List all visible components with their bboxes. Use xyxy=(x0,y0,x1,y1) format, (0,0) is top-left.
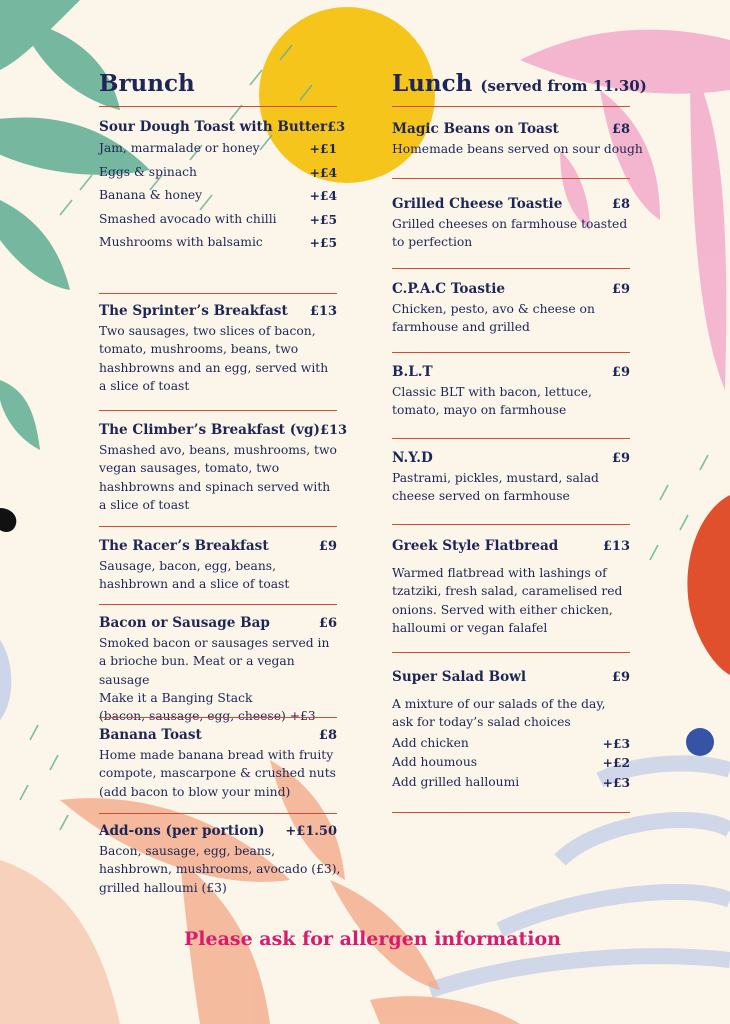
item-name: N.Y.D xyxy=(392,450,433,466)
divider xyxy=(99,526,337,527)
menu-item-banana-toast xyxy=(99,727,337,801)
addon-label: Smashed avocado with chilli xyxy=(99,211,277,226)
divider xyxy=(99,717,337,718)
item-price: £9 xyxy=(611,282,630,297)
menu-item-greek-flatbread xyxy=(392,538,630,637)
stack-title: Make it a Banging Stack xyxy=(99,690,253,705)
brunch-title: Brunch xyxy=(99,70,195,97)
addon-price: +£5 xyxy=(309,235,337,250)
menu-item-super-salad xyxy=(392,669,630,792)
divider xyxy=(392,812,630,813)
addon-label: Banana & honey xyxy=(99,188,203,202)
divider xyxy=(392,524,630,525)
menu-item-nyd xyxy=(392,450,630,506)
list-item xyxy=(392,753,630,773)
lunch-title-text: Lunch xyxy=(392,70,473,97)
addon-price: +£2 xyxy=(602,755,630,771)
item-name: The Sprinter’s Breakfast xyxy=(99,303,288,319)
item-description: Homemade beans served on sour dough xyxy=(392,142,643,156)
item-name: Banana Toast xyxy=(99,727,202,743)
item-description: Grilled cheeses on farmhouse toasted to perfection xyxy=(392,217,628,250)
divider xyxy=(392,652,630,653)
item-description: Chicken, pesto, avo & cheese on farmhouse and grilled xyxy=(392,302,595,335)
item-description: Pastrami, pickles, mustard, salad cheese served on farmhouse xyxy=(392,471,599,504)
item-price: £6 xyxy=(318,616,337,631)
allergen-notice: Please ask for allergen information xyxy=(184,928,561,950)
item-name: Super Salad Bowl xyxy=(392,669,527,685)
menu-item-bap xyxy=(99,615,337,725)
item-description: Sausage, bacon, egg, beans, hashbrown and a slice of toast xyxy=(99,559,290,592)
menu-item-climber xyxy=(99,422,348,514)
addon-price: +£5 xyxy=(309,211,337,227)
item-description: Warmed flatbread with lashings of tzatziki, fresh salad, caramelised red onions. Served with either chicken, halloumi or vegan falafel xyxy=(392,566,623,635)
addon-label: Add grilled halloumi xyxy=(392,774,520,789)
item-name: The Racer’s Breakfast xyxy=(99,538,269,554)
list-item xyxy=(392,734,630,754)
item-description: Bacon, sausage, egg, beans, hashbrown, mushrooms, avocado (£3), grilled halloumi (£3) xyxy=(99,844,341,895)
item-price: £8 xyxy=(611,197,630,212)
item-name: Grilled Cheese Toastie xyxy=(392,196,563,212)
item-price: £13 xyxy=(602,539,630,554)
divider xyxy=(99,106,337,107)
addon-label: Add houmous xyxy=(392,755,478,770)
addon-price: +£4 xyxy=(309,188,337,203)
addon-label: Mushrooms with balsamic xyxy=(99,235,263,249)
menu-item-cpac xyxy=(392,281,630,337)
blue-dot-shape xyxy=(686,728,714,756)
menu-item-sprinter xyxy=(99,303,337,395)
scribble-shape xyxy=(430,763,730,990)
item-name: Greek Style Flatbread xyxy=(392,538,559,554)
list-item xyxy=(99,161,337,185)
item-name: Sour Dough Toast with Butter xyxy=(99,119,328,135)
item-price: £8 xyxy=(611,122,630,137)
item-price: £9 xyxy=(611,365,630,380)
list-item xyxy=(99,231,337,255)
item-price: £9 xyxy=(318,539,337,554)
item-name: B.L.T xyxy=(392,364,433,380)
item-description: Classic BLT with bacon, lettuce, tomato, mayo on farmhouse xyxy=(392,385,592,418)
lunch-title xyxy=(392,70,647,97)
divider xyxy=(392,268,630,269)
item-description: A mixture of our salads of the day, ask for today’s salad choices xyxy=(392,697,606,730)
divider xyxy=(392,178,630,179)
item-name: Add-ons (per portion) xyxy=(99,823,265,839)
item-name: C.P.A.C Toastie xyxy=(392,281,506,297)
item-price: £13 xyxy=(319,423,348,438)
lavender-shape xyxy=(0,640,11,720)
divider xyxy=(99,293,337,294)
divider xyxy=(99,813,337,814)
divider xyxy=(392,438,630,439)
lunch-subtitle: (served from 11.30) xyxy=(480,77,647,95)
item-price: £9 xyxy=(611,451,630,466)
item-price: £3 xyxy=(327,120,346,135)
divider xyxy=(392,106,630,107)
item-description: Home made banana bread with fruity compote, mascarpone & crushed nuts (add bacon to blow your mind) xyxy=(99,748,336,799)
stack-detail: (bacon, sausage, egg, cheese) +£3 xyxy=(99,709,316,724)
addon-price: +£3 xyxy=(602,735,630,751)
menu-item-blt xyxy=(392,364,630,420)
item-description: Smashed avo, beans, mushrooms, two vegan sausages, tomato, two hashbrowns and spinach served with a slice of toast xyxy=(99,443,337,512)
addon-label: Eggs & spinach xyxy=(99,164,197,179)
list-item xyxy=(99,184,337,208)
menu-item-sourdough-toast xyxy=(99,119,346,255)
addon-price: +£1 xyxy=(309,141,337,156)
item-name: Magic Beans on Toast xyxy=(392,121,559,137)
item-price: +£1.50 xyxy=(285,824,337,839)
divider xyxy=(392,352,630,353)
menu-item-racer xyxy=(99,538,337,594)
addon-label: Jam, marmalade or honey xyxy=(99,141,260,155)
item-price: £13 xyxy=(309,304,337,319)
addon-price: +£4 xyxy=(309,164,337,180)
item-price: £9 xyxy=(611,670,630,685)
divider xyxy=(99,410,337,411)
item-price: £8 xyxy=(318,728,337,743)
black-blob-shape xyxy=(0,508,16,532)
menu-item-addons xyxy=(99,823,341,897)
item-name: The Climber’s Breakfast (vg) xyxy=(99,422,320,438)
salad-addons-list xyxy=(392,734,630,793)
menu-item-grilled-cheese xyxy=(392,196,630,252)
item-name: Bacon or Sausage Bap xyxy=(99,615,270,631)
list-item xyxy=(99,208,337,232)
list-item xyxy=(392,773,630,793)
list-item xyxy=(99,137,337,161)
toast-addons-list xyxy=(99,137,337,255)
red-shape xyxy=(687,495,730,675)
divider xyxy=(99,604,337,605)
menu-item-magic-beans xyxy=(392,121,643,158)
addon-label: Add chicken xyxy=(392,735,469,750)
addon-price: +£3 xyxy=(602,774,630,790)
item-description: Smoked bacon or sausages served in a brioche bun. Meat or a vegan sausage xyxy=(99,636,330,687)
item-description: Two sausages, two slices of bacon, tomato, mushrooms, beans, two hashbrowns and an egg, served with a slice of toast xyxy=(99,324,329,393)
